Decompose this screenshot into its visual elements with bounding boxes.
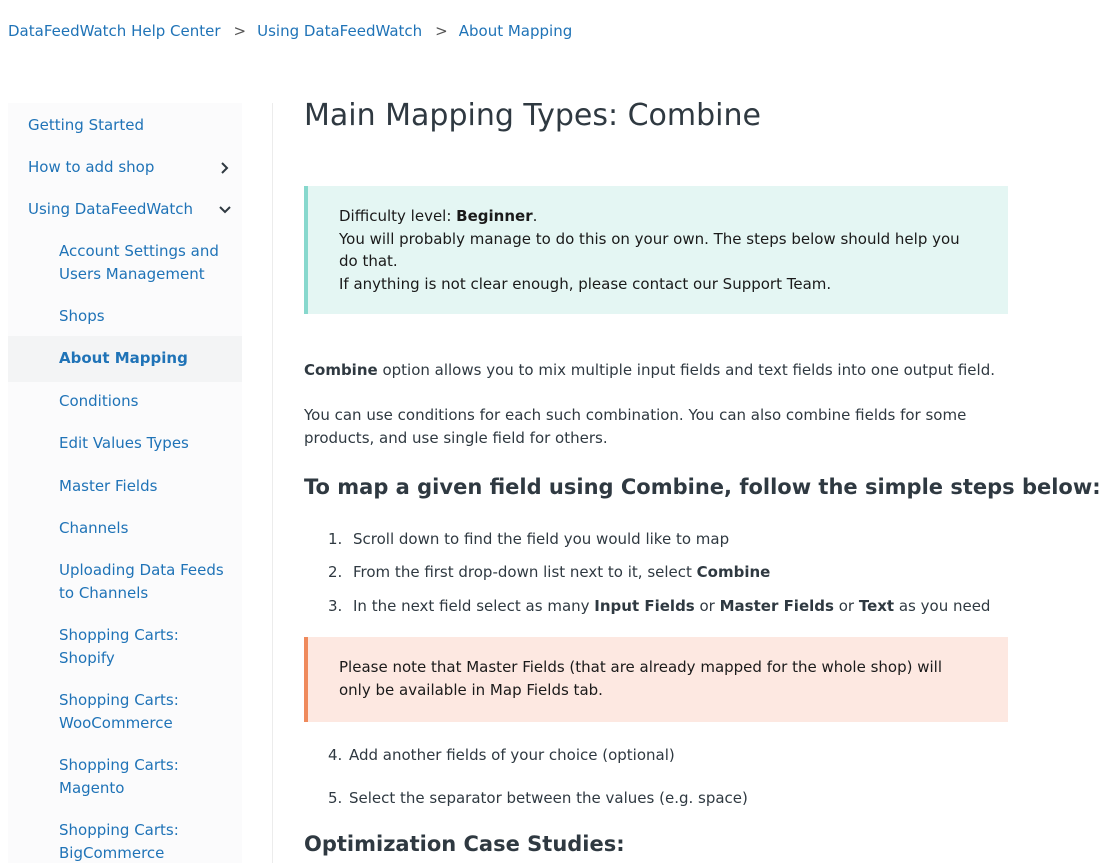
list-item [328,787,748,809]
breadcrumb [8,22,572,40]
sidebar-item-edit-values-types[interactable] [8,432,242,455]
page-title: Main Mapping Types: Combine [304,98,761,133]
step-text: Scroll down to find the field you would like to map [353,530,730,548]
warning-callout-text: Please note that Master Fields (that are already mapped for the whole shop) will only be available in Map Fields tab. [339,658,942,699]
sidebar-item-label: Shopping Carts: WooCommerce [59,691,179,732]
sidebar-item-shops[interactable] [8,305,242,328]
difficulty-line [339,205,978,228]
step-number: 2. [328,563,343,581]
step-bold: Input Fields [594,597,695,615]
intro-bold: Combine [304,361,378,379]
step-text: From the first drop-down list next to it, select [353,563,697,581]
step-text: or [694,597,720,615]
sidebar-item-label: How to add shop [28,158,155,176]
steps-heading [304,475,1101,499]
sidebar-item-label: About Mapping [59,349,188,367]
step-text: In the next field select as many [353,597,595,615]
list-item [328,595,990,617]
warning-callout [304,637,1008,722]
sidebar-item-label: Using DataFeedWatch [28,200,194,218]
list-item [328,744,675,766]
difficulty-prefix: Difficulty level: [339,207,457,225]
sidebar-item-account-settings[interactable] [8,240,242,286]
steps-heading-bold: Combine [620,475,725,499]
sidebar-item-label: Shopping Carts: BigCommerce [59,821,179,862]
breadcrumb-link-help-center[interactable]: DataFeedWatch Help Center [8,22,221,40]
difficulty-suffix: . [532,207,538,225]
conditions-paragraph: You can use conditions for each such combination. You can also combine fields for some products, and use single field for others. [304,406,967,447]
step-bold: Master Fields [719,597,834,615]
sidebar-item-label: Uploading Data Feeds to Channels [59,561,224,602]
case-studies-heading: Optimization Case Studies: [304,832,625,856]
step-number: 1. [328,530,343,548]
chevron-down-icon[interactable] [218,198,232,221]
sidebar-item-getting-started[interactable] [8,114,242,137]
sidebar-item-label: Account Settings and Users Management [59,242,219,283]
sidebar-item-using-datafeedwatch[interactable] [8,198,242,221]
sidebar-item-label: Master Fields [59,477,158,495]
sidebar-item-shopping-carts-bigcommerce[interactable] [8,819,242,865]
breadcrumb-separator: > [435,22,448,40]
sidebar-item-channels[interactable] [8,517,242,540]
info-callout [304,186,1008,314]
sidebar-item-label: Conditions [59,392,139,410]
difficulty-value: Beginner [456,207,533,225]
step-number: 3. [328,597,343,615]
intro-text: option allows you to mix multiple input fields and text fields into one output field. [377,361,995,379]
sidebar-item-uploading-data-feeds[interactable] [8,559,242,605]
sidebar-item-label: Channels [59,519,129,537]
step-bold: Combine [696,563,771,581]
sidebar-item-label: Shops [59,307,105,325]
chevron-right-icon[interactable] [218,156,232,179]
sidebar-item-shopping-carts-shopify[interactable] [8,624,242,670]
step-number: 5. [328,789,343,807]
info-callout-line: You will probably manage to do this on your own. The steps below should help you do that. [339,229,960,270]
step-number: 4. [328,746,343,764]
list-item [328,528,729,550]
sidebar-item-label: Edit Values Types [59,434,189,452]
list-item [328,561,770,583]
info-callout-line: If anything is not clear enough, please contact our Support Team. [339,274,832,293]
step-text: or [833,597,859,615]
sidebar-item-master-fields[interactable] [8,475,242,498]
sidebar-item-conditions[interactable] [8,390,242,413]
sidebar-item-about-mapping[interactable] [8,336,242,382]
breadcrumb-link-using-datafeedwatch[interactable]: Using DataFeedWatch [257,22,423,40]
step-text: Add another fields of your choice (optional) [349,746,675,764]
sidebar-item-shopping-carts-magento[interactable] [8,754,242,800]
sidebar-nav [8,103,242,863]
sidebar-item-shopping-carts-woocommerce[interactable] [8,689,242,735]
sidebar-divider [272,103,273,863]
breadcrumb-link-about-mapping[interactable]: About Mapping [458,22,573,40]
step-bold: Text [858,597,895,615]
sidebar-item-how-to-add-shop[interactable] [8,156,242,179]
steps-heading-suffix: , follow the simple steps below: [724,475,1101,499]
step-text: as you need [894,597,991,615]
intro-paragraph [304,359,1008,382]
sidebar-item-label: Shopping Carts: Magento [59,756,179,797]
step-text: Select the separator between the values (e.g. space) [349,789,748,807]
sidebar-item-label: Shopping Carts: Shopify [59,626,179,667]
steps-heading-prefix: To map a given field using [304,475,621,499]
breadcrumb-separator: > [233,22,247,40]
sidebar-item-label: Getting Started [28,116,144,134]
